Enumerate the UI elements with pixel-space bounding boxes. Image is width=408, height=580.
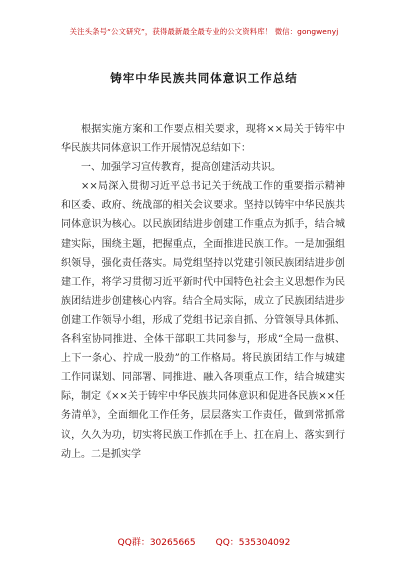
footer-contact [0,535,408,548]
qq-number-text: QQ：535304092 [215,538,291,548]
section-heading: 一、加强学习宣传教育，提高创建活动共识。 [81,162,281,174]
qq-group-text: QQ群：30265665 [117,538,196,548]
body-paragraph: ××局深入贯彻习近平总书记关于统战工作的重要指示精神和区委、政府、统战部的相关会议要求。坚持以铸牢中华民族共同体意识为核心。以民族团结进步创建工作重点为抓手，结合城建实际，围绕主题，把握重点，全面推进民族工作。一是加强组织领导，强化责任落实。局党组坚持以党建引领民族团结进步创建工作，将学习贯彻习近平新时代中国特色社会主义思想作为民族团结进步创建核心内容。结合全局实际，成立了民族团结进步创建工作领导小组，形成了党组书记亲自抓、分管领导具体抓、各科室协同推进、全体干部职工共同参与，形成“全局一盘棋、上下一条心、拧成一股劲”的工作格局。将民族团结工作与城建工作同谋划、同部署、同推进、融入各项重点工作，结合城建实际，制定《××关于铸牢中华民族共同体意识和促进各民族××任务清单》，全面细化工作任务，层层落实工作责任，做到常抓常议，久久为功，切实将民族工作抓在手上、扛在肩上、落实到行动上。二是抓实学 [61,181,345,460]
document-body [61,120,345,464]
page-title: 铸牢中华民族共同体意识工作总结 [110,71,298,85]
top-banner: 关注头条号“公文研究”，获得最新最全最专业的公文资料库！ 微信：gongwenyj [69,27,339,36]
intro-paragraph: 根据实施方案和工作要点相关要求，现将××局关于铸牢中华民族共同体意识工作开展情况总结如下： [61,124,345,155]
